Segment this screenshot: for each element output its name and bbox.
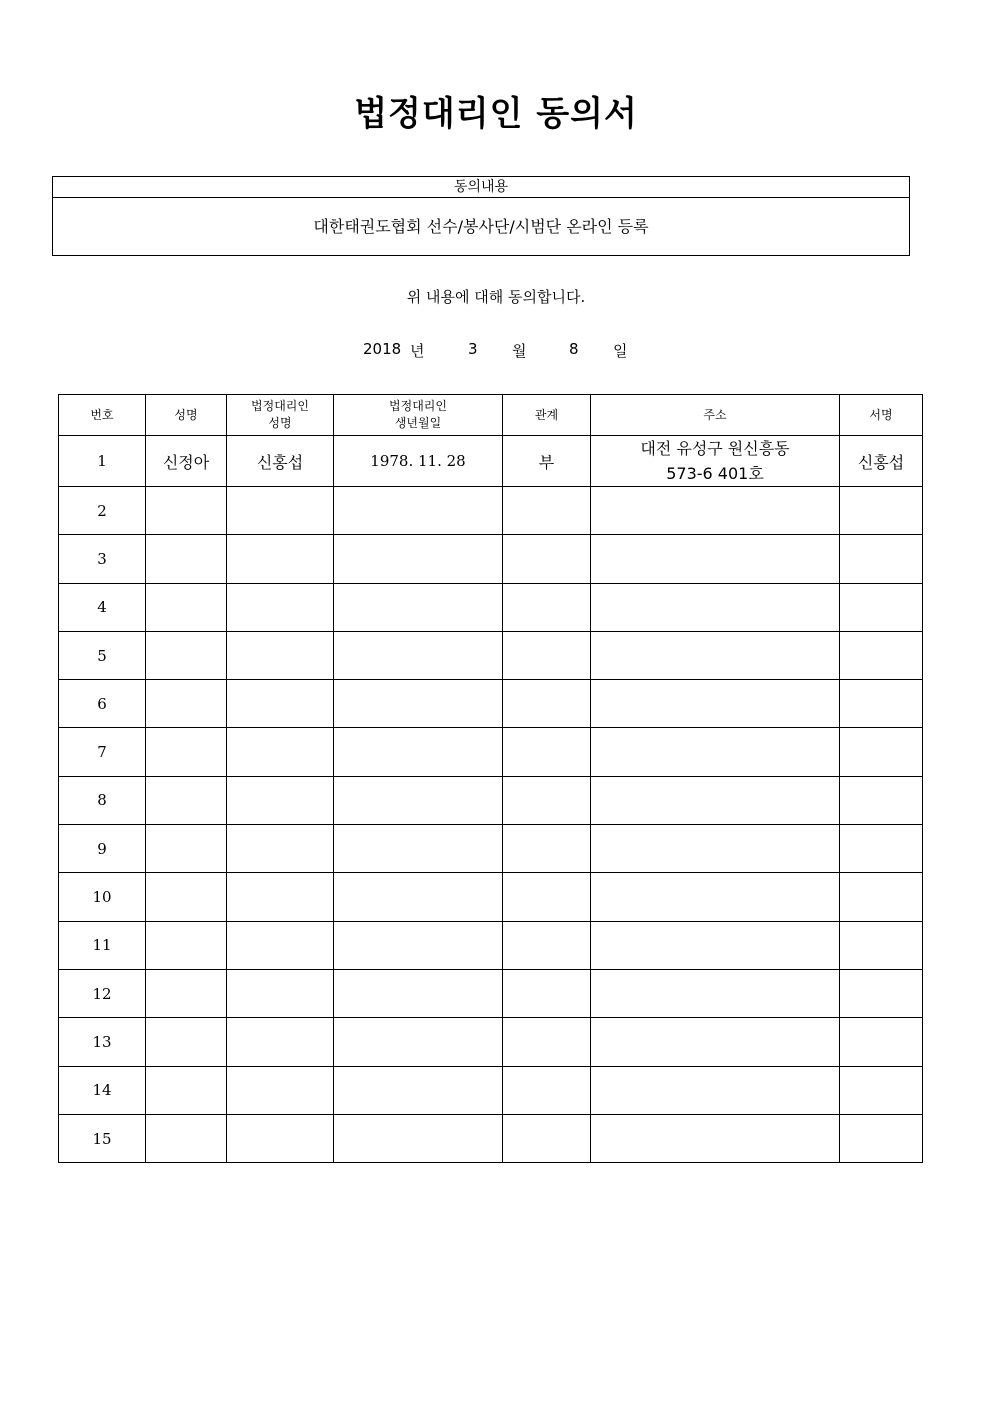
- row-signature-cell: [840, 1114, 923, 1162]
- row-no-cell: 4: [59, 583, 146, 631]
- table-row: [59, 535, 923, 583]
- row-birth-cell: [334, 631, 503, 679]
- header-guardian-name-line1: 법정대리인: [251, 399, 309, 413]
- row-birth-cell: [334, 1114, 503, 1162]
- header-no: 번호: [59, 395, 146, 436]
- row-address-cell: [591, 487, 840, 535]
- row-no-cell: 8: [59, 776, 146, 824]
- row-relation-cell: [503, 969, 591, 1017]
- row-name-cell: [146, 535, 227, 583]
- row-birth-cell: [334, 487, 503, 535]
- row-guardian-cell: [227, 825, 334, 873]
- consent-header: 동의내용: [53, 177, 909, 198]
- table-row: [59, 825, 923, 873]
- row-birth-cell: [334, 776, 503, 824]
- table-row: [59, 436, 923, 487]
- row-address-cell: [591, 921, 840, 969]
- header-signature: 서명: [840, 395, 923, 436]
- table-row: [59, 728, 923, 776]
- header-address: 주소: [591, 395, 840, 436]
- row-birth-cell: 1978. 11. 28: [334, 436, 503, 487]
- row-no-cell: 12: [59, 969, 146, 1017]
- row-name-cell: [146, 728, 227, 776]
- table-row: [59, 776, 923, 824]
- row-birth-cell: [334, 969, 503, 1017]
- table-row: [59, 1018, 923, 1066]
- row-signature-cell: [840, 776, 923, 824]
- row-guardian-cell: [227, 776, 334, 824]
- row-guardian-cell: [227, 728, 334, 776]
- row-address-cell: [591, 728, 840, 776]
- agree-statement: 위 내용에 대해 동의합니다.: [406, 288, 586, 306]
- row-address-cell: [591, 583, 840, 631]
- row-birth-cell: [334, 535, 503, 583]
- row-guardian-cell: [227, 921, 334, 969]
- date-year: 2018: [363, 340, 402, 358]
- table-body: [59, 436, 923, 1163]
- row-name-cell: [146, 873, 227, 921]
- row-signature-cell: [840, 825, 923, 873]
- row-birth-cell: [334, 1066, 503, 1114]
- row-birth-cell: [334, 583, 503, 631]
- header-name: 성명: [146, 395, 227, 436]
- row-birth-cell: [334, 1018, 503, 1066]
- row-relation-cell: [503, 1018, 591, 1066]
- row-birth-cell: [334, 921, 503, 969]
- row-birth-cell: [334, 728, 503, 776]
- row-guardian-cell: [227, 1018, 334, 1066]
- row-name-cell: [146, 487, 227, 535]
- table-header-row: [59, 395, 923, 436]
- header-guardian-name: [227, 395, 334, 436]
- row-name-cell: [146, 1066, 227, 1114]
- row-guardian-cell: 신홍섭: [227, 436, 334, 487]
- row-name-cell: [146, 921, 227, 969]
- row-address-cell: [591, 1114, 840, 1162]
- row-relation-cell: [503, 728, 591, 776]
- table-row: [59, 969, 923, 1017]
- table-row: [59, 1114, 923, 1162]
- address-line-2: 573-6 401호: [666, 464, 764, 483]
- row-no-cell: 9: [59, 825, 146, 873]
- row-birth-cell: [334, 825, 503, 873]
- row-signature-cell: [840, 680, 923, 728]
- row-no-cell: 15: [59, 1114, 146, 1162]
- table-row: [59, 680, 923, 728]
- row-address-cell: [591, 680, 840, 728]
- row-name-cell: 신정아: [146, 436, 227, 487]
- row-address-cell: [591, 776, 840, 824]
- table-row: [59, 921, 923, 969]
- row-address-cell: [591, 1018, 840, 1066]
- date-month: 3: [468, 340, 478, 358]
- row-no-cell: 5: [59, 631, 146, 679]
- table-row: [59, 873, 923, 921]
- row-signature-cell: 신홍섭: [840, 436, 923, 487]
- row-relation-cell: [503, 680, 591, 728]
- row-no-cell: 6: [59, 680, 146, 728]
- row-signature-cell: [840, 873, 923, 921]
- row-signature-cell: [840, 535, 923, 583]
- row-signature-cell: [840, 969, 923, 1017]
- date-day-label: 일: [613, 342, 628, 360]
- table-row: [59, 631, 923, 679]
- row-name-cell: [146, 631, 227, 679]
- address-line-1: 대전 유성구 원신흥동: [640, 439, 790, 458]
- row-signature-cell: [840, 583, 923, 631]
- row-address-cell: [591, 825, 840, 873]
- consent-box: [52, 176, 910, 256]
- row-no-cell: 14: [59, 1066, 146, 1114]
- date-day: 8: [569, 340, 579, 358]
- row-signature-cell: [840, 1018, 923, 1066]
- row-no-cell: 7: [59, 728, 146, 776]
- date-year-label: 년: [410, 342, 425, 360]
- row-signature-cell: [840, 921, 923, 969]
- table-row: [59, 487, 923, 535]
- table-row: [59, 583, 923, 631]
- row-signature-cell: [840, 1066, 923, 1114]
- row-guardian-cell: [227, 535, 334, 583]
- row-signature-cell: [840, 631, 923, 679]
- row-address-cell: [591, 535, 840, 583]
- header-guardian-birth: [334, 395, 503, 436]
- row-guardian-cell: [227, 969, 334, 1017]
- row-no-cell: 13: [59, 1018, 146, 1066]
- row-relation-cell: [503, 873, 591, 921]
- consent-text: 대한태권도협회 선수/봉사단/시범단 온라인 등록: [313, 217, 649, 236]
- row-no-cell: 11: [59, 921, 146, 969]
- row-signature-cell: [840, 487, 923, 535]
- header-relation: 관계: [503, 395, 591, 436]
- row-no-cell: 1: [59, 436, 146, 487]
- row-name-cell: [146, 680, 227, 728]
- row-name-cell: [146, 1018, 227, 1066]
- row-relation-cell: [503, 583, 591, 631]
- header-guardian-birth-line1: 법정대리인: [389, 399, 447, 413]
- row-no-cell: 3: [59, 535, 146, 583]
- row-guardian-cell: [227, 1066, 334, 1114]
- date-month-label: 월: [512, 342, 527, 360]
- date-row: [0, 340, 992, 362]
- row-relation-cell: [503, 776, 591, 824]
- row-address-cell: [591, 436, 840, 487]
- row-signature-cell: [840, 728, 923, 776]
- row-guardian-cell: [227, 487, 334, 535]
- row-guardian-cell: [227, 631, 334, 679]
- row-no-cell: 2: [59, 487, 146, 535]
- row-name-cell: [146, 969, 227, 1017]
- row-relation-cell: [503, 825, 591, 873]
- row-relation-cell: [503, 1114, 591, 1162]
- row-address-cell: [591, 631, 840, 679]
- row-guardian-cell: [227, 873, 334, 921]
- header-guardian-birth-line2: 생년월일: [394, 416, 442, 430]
- registration-table: [58, 394, 923, 1163]
- row-no-cell: 10: [59, 873, 146, 921]
- row-name-cell: [146, 825, 227, 873]
- row-guardian-cell: [227, 680, 334, 728]
- header-guardian-name-line2: 성명: [268, 416, 292, 430]
- row-name-cell: [146, 583, 227, 631]
- row-relation-cell: [503, 487, 591, 535]
- row-address-cell: [591, 969, 840, 1017]
- row-birth-cell: [334, 680, 503, 728]
- row-guardian-cell: [227, 1114, 334, 1162]
- row-address-cell: [591, 1066, 840, 1114]
- table-row: [59, 1066, 923, 1114]
- row-relation-cell: [503, 535, 591, 583]
- row-relation-cell: [503, 921, 591, 969]
- row-address-cell: [591, 873, 840, 921]
- document-title: 법정대리인 동의서: [354, 94, 638, 134]
- row-relation-cell: [503, 631, 591, 679]
- row-relation-cell: 부: [503, 436, 591, 487]
- row-relation-cell: [503, 1066, 591, 1114]
- row-guardian-cell: [227, 583, 334, 631]
- row-birth-cell: [334, 873, 503, 921]
- row-name-cell: [146, 1114, 227, 1162]
- row-name-cell: [146, 776, 227, 824]
